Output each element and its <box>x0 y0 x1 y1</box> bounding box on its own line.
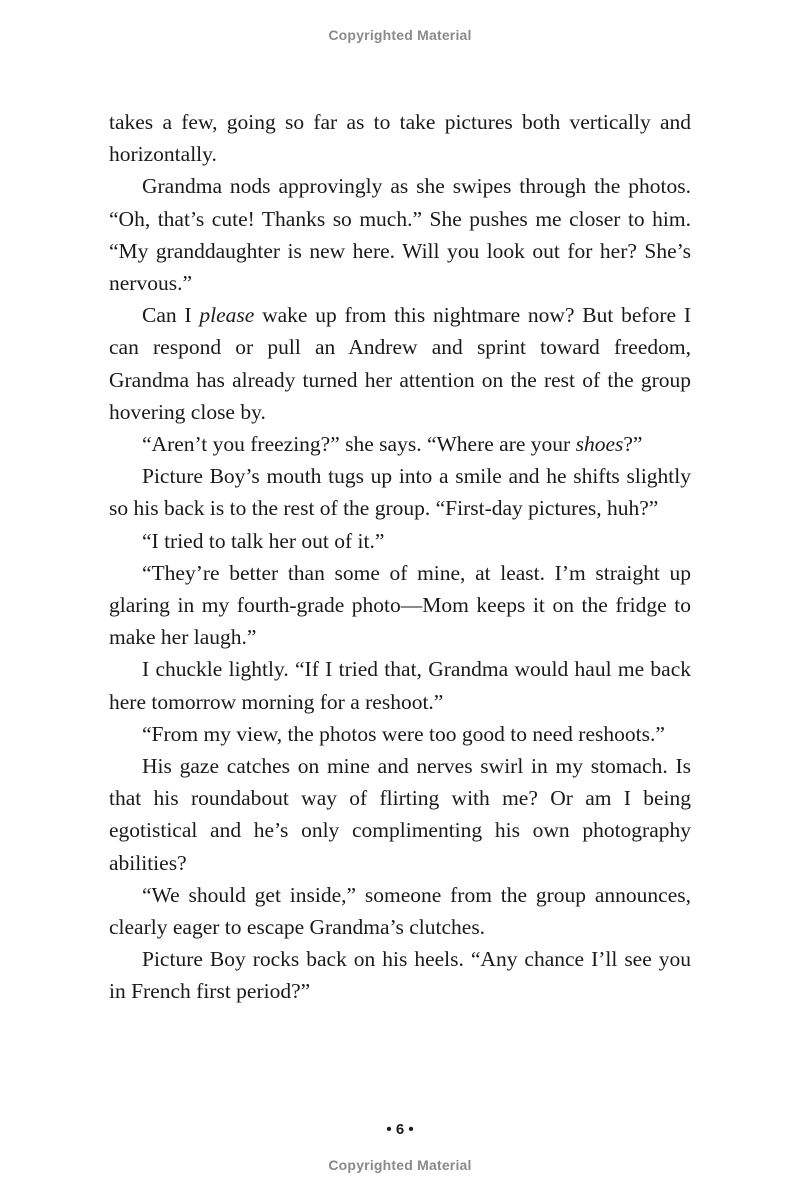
paragraph: I chuckle lightly. “If I tried that, Grandma would haul me back here tomorrow morning for a reshoot.” <box>109 657 691 714</box>
paragraph-text: “Aren’t you freezing?” she says. “Where are your <box>142 432 576 457</box>
paragraph <box>109 299 691 428</box>
paragraph: Picture Boy’s mouth tugs up into a smile and he shifts slightly so his back is to the rest of the group. “First-day pictures, huh?” <box>109 464 691 521</box>
paragraph: Picture Boy rocks back on his heels. “Any chance I’ll see you in French first period?” <box>109 947 691 1004</box>
paragraph: takes a few, going so far as to take pictures both vertically and horizontally. <box>109 110 691 167</box>
page-number: • 6 • <box>386 1121 414 1138</box>
paragraph: His gaze catches on mine and nerves swirl in my stomach. Is that his roundabout way of flirting with me? Or am I being egotistical and he’s only complimenting his own photography abilities? <box>109 754 691 875</box>
paragraph: “I tried to talk her out of it.” <box>142 528 385 553</box>
paragraph-text: Can I <box>142 303 200 328</box>
paragraph: “They’re better than some of mine, at least. I’m straight up glaring in my fourth-grade photo—Mom keeps it on the fridge to make her laugh.” <box>109 560 691 650</box>
paragraph: “We should get inside,” someone from the group announces, clearly eager to escape Grandma’s clutches. <box>109 882 691 940</box>
paragraph <box>109 428 691 460</box>
paragraph-text: ?” <box>623 432 643 457</box>
paragraph-text: wake up from this nightmare now? But before I can respond or pull an Andrew and sprint toward freedom, Grandma has already turned her attention on the rest of the group hovering close by. <box>109 303 691 424</box>
emphasized-text: please <box>199 303 255 328</box>
copyright-watermark-top: Copyrighted Material <box>328 27 472 43</box>
page-body-text <box>109 106 691 1008</box>
emphasized-text: shoes <box>575 432 624 457</box>
paragraph: Grandma nods approvingly as she swipes through the photos. “Oh, that’s cute! Thanks so much.” She pushes me closer to him. “My granddaughter is new here. Will you look out for her? She’s nervous.” <box>109 174 691 296</box>
paragraph: “From my view, the photos were too good to need reshoots.” <box>142 721 665 746</box>
copyright-watermark-bottom: Copyrighted Material <box>328 1157 472 1173</box>
